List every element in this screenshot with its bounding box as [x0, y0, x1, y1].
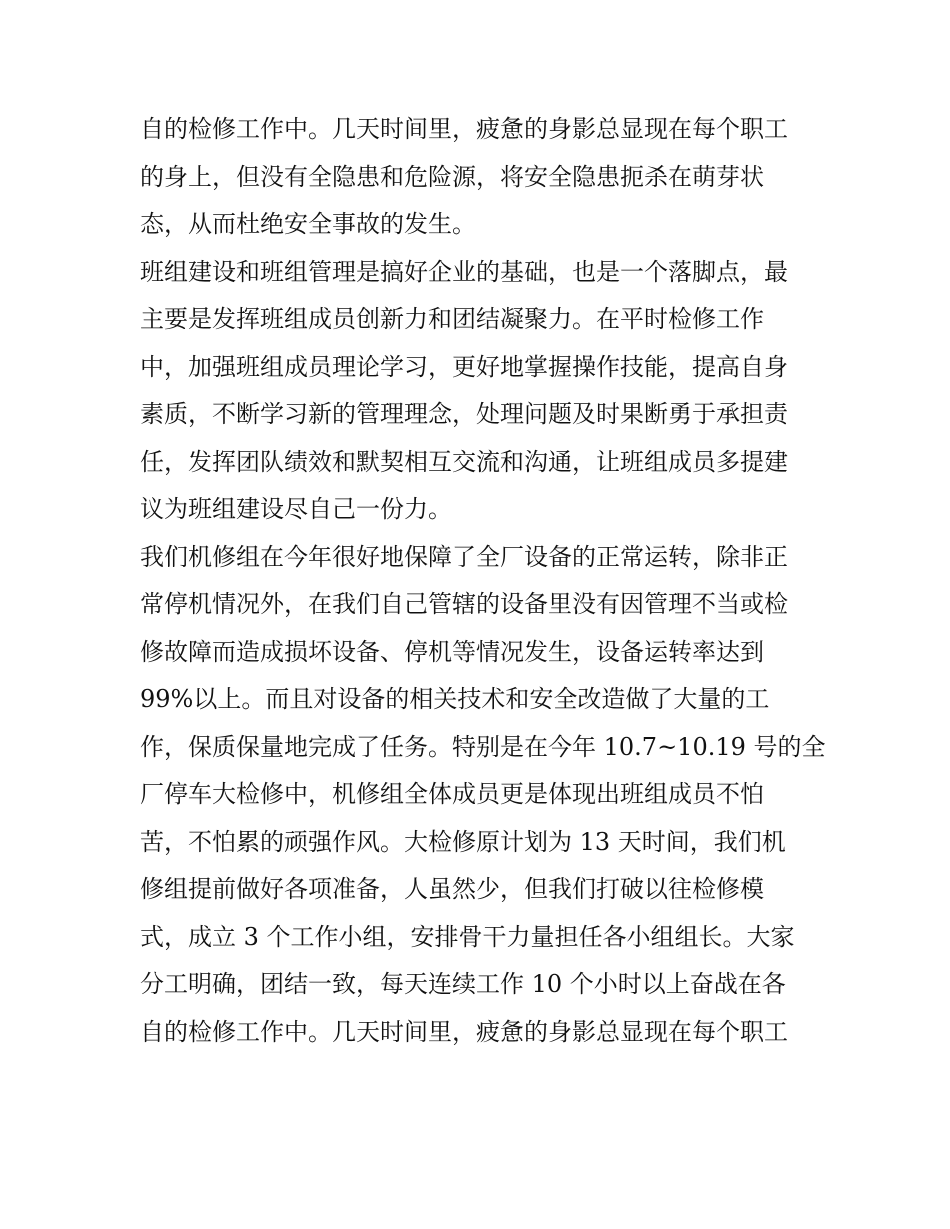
text-line: 作，保质保量地完成了任务。特别是在今年 10.7~10.19 号的全 — [140, 732, 826, 761]
text-line: 的身上，但没有全隐患和危险源，将安全隐患扼杀在萌芽状 — [140, 162, 764, 191]
text-line: 式，成立 3 个工作小组，安排骨干力量担任各小组组长。大家 — [140, 922, 795, 951]
text-line: 素质，不断学习新的管理理念，处理问题及时果断勇于承担责 — [140, 400, 788, 428]
text-line: 任，发挥团队绩效和默契相互交流和沟通，让班组成员多提建 — [140, 447, 788, 476]
text-line: 议为班组建设尽自己一份力。 — [140, 495, 452, 523]
text-line: 态，从而杜绝安全事故的发生。 — [140, 210, 476, 238]
text-line: 厂停车大检修中，机修组全体成员更是体现出班组成员不怕 — [140, 780, 764, 808]
text-line: 修故障而造成损坏设备、停机等情况发生，设备运转率达到 — [140, 637, 764, 666]
text-line: 苦，不怕累的顽强作风。大检修原计划为 13 天时间，我们机 — [140, 827, 786, 856]
text-line: 中，加强班组成员理论学习，更好地掌握操作技能，提高自身 — [140, 352, 788, 381]
document-body — [140, 106, 826, 1056]
text-line: 常停机情况外，在我们自己管辖的设备里没有因管理不当或检 — [140, 590, 788, 618]
text-line: 99%以上。而且对设备的相关技术和安全改造做了大量的工 — [140, 685, 770, 713]
text-line: 修组提前做好各项准备，人虽然少，但我们打破以往检修模 — [140, 875, 764, 903]
text-line: 班组建设和班组管理是搞好企业的基础，也是一个落脚点，最 — [140, 257, 788, 286]
text-line: 分工明确，团结一致，每天连续工作 10 个小时以上奋战在各 — [140, 970, 786, 998]
text-line: 主要是发挥班组成员创新力和团结凝聚力。在平时检修工作 — [140, 305, 764, 333]
text-line: 自的检修工作中。几天时间里，疲惫的身影总显现在每个职工 — [140, 1017, 788, 1046]
text-line: 自的检修工作中。几天时间里，疲惫的身影总显现在每个职工 — [140, 115, 788, 143]
text-line: 我们机修组在今年很好地保障了全厂设备的正常运转，除非正 — [140, 542, 788, 571]
